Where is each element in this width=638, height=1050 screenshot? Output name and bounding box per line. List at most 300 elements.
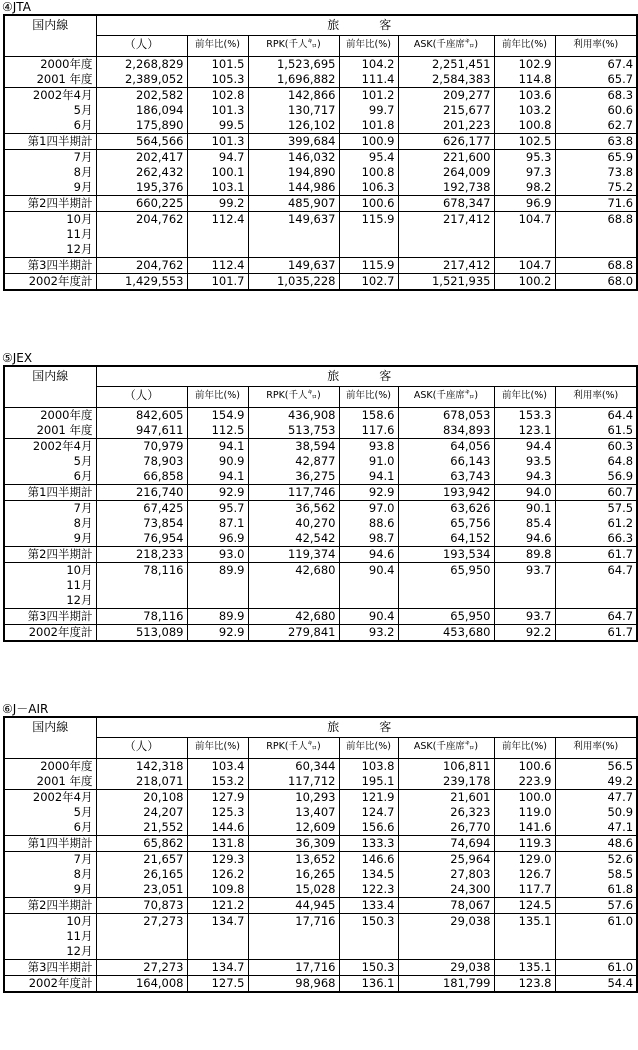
value-cell: 193,942 (398, 485, 494, 501)
value-cell: 149,637 (248, 258, 339, 274)
value-cell: 42,542 (248, 531, 339, 547)
value-cell: 103.8 (339, 759, 398, 775)
value-cell: 104.7 (494, 258, 555, 274)
value-cell: 149,637 (248, 212, 339, 228)
value-cell: 93.5 (494, 454, 555, 469)
value-cell: 61.7 (555, 625, 637, 642)
value-cell (494, 593, 555, 609)
row-label: 第3四半期計 (4, 960, 96, 976)
value-cell: 36,309 (248, 836, 339, 852)
value-cell (248, 929, 339, 944)
value-cell: 26,323 (398, 805, 494, 820)
row-label: 第3四半期計 (4, 258, 96, 274)
value-cell: 842,605 (96, 408, 187, 424)
row-label: 11月 (4, 578, 96, 593)
value-cell: 67.4 (555, 57, 637, 73)
value-cell: 70,873 (96, 898, 187, 914)
row-label: 2002年4月 (4, 439, 96, 455)
value-cell: 50.9 (555, 805, 637, 820)
value-cell: 485,907 (248, 196, 339, 212)
value-cell: 103.2 (494, 103, 555, 118)
value-cell: 93.0 (187, 547, 248, 563)
value-cell: 100.9 (339, 134, 398, 150)
value-cell (555, 929, 637, 944)
value-cell: 100.8 (339, 165, 398, 180)
value-cell: 73.8 (555, 165, 637, 180)
value-cell (555, 944, 637, 960)
value-cell (248, 578, 339, 593)
header-row-1 (4, 15, 637, 36)
value-cell: 215,677 (398, 103, 494, 118)
value-cell: 71.6 (555, 196, 637, 212)
load-factor-header: 利用率(%) (555, 387, 637, 408)
value-cell: 74,694 (398, 836, 494, 852)
value-cell: 95.4 (339, 150, 398, 166)
value-cell: 57.6 (555, 898, 637, 914)
table-row (4, 625, 637, 642)
row-label: 2000年度 (4, 408, 96, 424)
value-cell: 100.8 (494, 118, 555, 134)
value-cell: 94.1 (339, 469, 398, 485)
table-row (4, 439, 637, 455)
value-cell: 131.8 (187, 836, 248, 852)
value-cell: 436,908 (248, 408, 339, 424)
table-row (4, 57, 637, 73)
value-cell (398, 593, 494, 609)
value-cell: 90.4 (339, 609, 398, 625)
rpk-header: RPK(千人㌔) (248, 387, 339, 408)
value-cell: 94.3 (494, 469, 555, 485)
value-cell: 96.9 (494, 196, 555, 212)
value-cell: 92.9 (187, 625, 248, 642)
value-cell: 15,028 (248, 882, 339, 898)
value-cell: 94.7 (187, 150, 248, 166)
value-cell: 85.4 (494, 516, 555, 531)
row-label: 2001 年度 (4, 423, 96, 439)
value-cell (187, 242, 248, 258)
row-label: 第1四半期計 (4, 836, 96, 852)
row-label: 2001 年度 (4, 774, 96, 790)
value-cell: 99.2 (187, 196, 248, 212)
value-cell: 104.7 (494, 212, 555, 228)
table-row (4, 180, 637, 196)
value-cell: 65,756 (398, 516, 494, 531)
value-cell: 223.9 (494, 774, 555, 790)
value-cell: 27,273 (96, 960, 187, 976)
rpk-header: RPK(千人㌔) (248, 738, 339, 759)
table-row (4, 72, 637, 88)
table-row (4, 774, 637, 790)
value-cell: 133.4 (339, 898, 398, 914)
value-cell: 40,270 (248, 516, 339, 531)
value-cell: 94.0 (494, 485, 555, 501)
value-cell: 129.3 (187, 852, 248, 868)
value-cell: 126,102 (248, 118, 339, 134)
row-label: 第1四半期計 (4, 485, 96, 501)
value-cell: 65,862 (96, 836, 187, 852)
table-row (4, 563, 637, 579)
value-cell (339, 227, 398, 242)
value-cell: 68.8 (555, 212, 637, 228)
value-cell: 56.5 (555, 759, 637, 775)
row-label: 11月 (4, 929, 96, 944)
value-cell: 202,582 (96, 88, 187, 104)
value-cell: 100.0 (494, 790, 555, 806)
value-cell: 61.5 (555, 423, 637, 439)
value-cell: 36,275 (248, 469, 339, 485)
value-cell: 221,600 (398, 150, 494, 166)
table-row (4, 258, 637, 274)
value-cell: 142,318 (96, 759, 187, 775)
table-row (4, 196, 637, 212)
value-cell: 218,071 (96, 774, 187, 790)
value-cell: 105.3 (187, 72, 248, 88)
value-cell: 399,684 (248, 134, 339, 150)
value-cell: 63,626 (398, 501, 494, 517)
row-label: 2002年4月 (4, 790, 96, 806)
row-label: 9月 (4, 180, 96, 196)
table-row (4, 867, 637, 882)
value-cell: 209,277 (398, 88, 494, 104)
value-cell: 24,207 (96, 805, 187, 820)
row-label: 12月 (4, 242, 96, 258)
value-cell (339, 242, 398, 258)
yoy-header: 前年比(%) (339, 738, 398, 759)
value-cell: 2,268,829 (96, 57, 187, 73)
value-cell: 27,273 (96, 914, 187, 930)
value-cell: 17,716 (248, 914, 339, 930)
row-label: 5月 (4, 103, 96, 118)
header-row-2 (4, 738, 637, 759)
value-cell: 98.2 (494, 180, 555, 196)
value-cell: 134.7 (187, 960, 248, 976)
row-label: 2002年度計 (4, 976, 96, 993)
value-cell: 78,116 (96, 609, 187, 625)
value-cell: 94.1 (187, 439, 248, 455)
value-cell (96, 929, 187, 944)
value-cell: 104.2 (339, 57, 398, 73)
value-cell: 218,233 (96, 547, 187, 563)
value-cell (494, 578, 555, 593)
value-cell: 70,979 (96, 439, 187, 455)
value-cell: 23,051 (96, 882, 187, 898)
domestic-header: 国内線 (4, 15, 96, 57)
row-label: 7月 (4, 852, 96, 868)
value-cell: 68.0 (555, 274, 637, 291)
table-row (4, 898, 637, 914)
value-cell: 100.6 (494, 759, 555, 775)
value-cell: 1,523,695 (248, 57, 339, 73)
value-cell (555, 578, 637, 593)
value-cell: 117,746 (248, 485, 339, 501)
section-title: ⑤JEX (2, 351, 33, 365)
value-cell: 204,762 (96, 212, 187, 228)
value-cell: 201,223 (398, 118, 494, 134)
value-cell: 92.9 (187, 485, 248, 501)
value-cell: 63,743 (398, 469, 494, 485)
value-cell: 21,552 (96, 820, 187, 836)
value-cell: 68.8 (555, 258, 637, 274)
value-cell: 65.7 (555, 72, 637, 88)
table-row (4, 274, 637, 291)
value-cell: 25,964 (398, 852, 494, 868)
value-cell: 93.7 (494, 609, 555, 625)
value-cell: 193,534 (398, 547, 494, 563)
value-cell: 68.3 (555, 88, 637, 104)
row-label: 第2四半期計 (4, 898, 96, 914)
value-cell: 216,740 (96, 485, 187, 501)
value-cell: 93.8 (339, 439, 398, 455)
value-cell (555, 593, 637, 609)
value-cell: 44,945 (248, 898, 339, 914)
row-label: 8月 (4, 867, 96, 882)
value-cell (187, 944, 248, 960)
value-cell: 146,032 (248, 150, 339, 166)
value-cell: 102.5 (494, 134, 555, 150)
value-cell: 1,521,935 (398, 274, 494, 291)
value-cell: 262,432 (96, 165, 187, 180)
value-cell: 121.9 (339, 790, 398, 806)
value-cell: 49.2 (555, 774, 637, 790)
value-cell: 29,038 (398, 914, 494, 930)
value-cell: 130,717 (248, 103, 339, 118)
table-row (4, 759, 637, 775)
value-cell: 52.6 (555, 852, 637, 868)
table-row (4, 820, 637, 836)
value-cell (96, 578, 187, 593)
value-cell: 115.9 (339, 258, 398, 274)
value-cell: 61.8 (555, 882, 637, 898)
value-cell: 65,950 (398, 563, 494, 579)
table-row (4, 227, 637, 242)
value-cell: 106.3 (339, 180, 398, 196)
value-cell: 58.5 (555, 867, 637, 882)
value-cell: 88.6 (339, 516, 398, 531)
traffic-table (3, 14, 638, 291)
value-cell: 42,680 (248, 563, 339, 579)
value-cell: 20,108 (96, 790, 187, 806)
value-cell: 94.1 (187, 469, 248, 485)
value-cell: 114.8 (494, 72, 555, 88)
row-label: 11月 (4, 227, 96, 242)
value-cell (96, 242, 187, 258)
value-cell: 96.9 (187, 531, 248, 547)
value-cell: 111.4 (339, 72, 398, 88)
table-row (4, 454, 637, 469)
value-cell: 60.3 (555, 439, 637, 455)
row-label: 9月 (4, 882, 96, 898)
value-cell: 13,652 (248, 852, 339, 868)
value-cell: 279,841 (248, 625, 339, 642)
table-row (4, 593, 637, 609)
value-cell (555, 227, 637, 242)
value-cell: 156.6 (339, 820, 398, 836)
value-cell: 13,407 (248, 805, 339, 820)
table-row (4, 242, 637, 258)
value-cell: 47.1 (555, 820, 637, 836)
value-cell: 89.9 (187, 563, 248, 579)
value-cell: 264,009 (398, 165, 494, 180)
value-cell: 102.9 (494, 57, 555, 73)
value-cell: 834,893 (398, 423, 494, 439)
value-cell: 103.6 (494, 88, 555, 104)
value-cell (555, 242, 637, 258)
value-cell: 112.5 (187, 423, 248, 439)
value-cell: 2,584,383 (398, 72, 494, 88)
value-cell (398, 929, 494, 944)
row-label: 7月 (4, 501, 96, 517)
value-cell: 61.7 (555, 547, 637, 563)
load-factor-header: 利用率(%) (555, 36, 637, 57)
value-cell: 136.1 (339, 976, 398, 993)
domestic-header: 国内線 (4, 717, 96, 759)
table-row (4, 516, 637, 531)
value-cell (339, 929, 398, 944)
value-cell: 146.6 (339, 852, 398, 868)
persons-header: （人） (96, 738, 187, 759)
value-cell: 93.2 (339, 625, 398, 642)
value-cell: 99.5 (187, 118, 248, 134)
value-cell: 123.8 (494, 976, 555, 993)
value-cell: 134.7 (187, 914, 248, 930)
value-cell: 42,680 (248, 609, 339, 625)
value-cell (494, 242, 555, 258)
value-cell: 87.1 (187, 516, 248, 531)
value-cell: 36,562 (248, 501, 339, 517)
table-row (4, 790, 637, 806)
value-cell: 100.6 (339, 196, 398, 212)
value-cell: 90.1 (494, 501, 555, 517)
value-cell: 117.6 (339, 423, 398, 439)
ask-header: ASK(千座席㌔) (398, 387, 494, 408)
value-cell: 135.1 (494, 960, 555, 976)
value-cell: 64.8 (555, 454, 637, 469)
value-cell: 204,762 (96, 258, 187, 274)
value-cell: 154.9 (187, 408, 248, 424)
value-cell: 103.1 (187, 180, 248, 196)
value-cell: 92.9 (339, 485, 398, 501)
value-cell: 513,089 (96, 625, 187, 642)
value-cell: 64,152 (398, 531, 494, 547)
row-label: 10月 (4, 212, 96, 228)
value-cell: 42,877 (248, 454, 339, 469)
table-row (4, 134, 637, 150)
passenger-header: 旅 客 (96, 717, 637, 738)
value-cell: 66.3 (555, 531, 637, 547)
value-cell: 106,811 (398, 759, 494, 775)
value-cell: 76,954 (96, 531, 187, 547)
value-cell: 100.1 (187, 165, 248, 180)
value-cell: 101.3 (187, 134, 248, 150)
value-cell: 75.2 (555, 180, 637, 196)
yoy-header: 前年比(%) (187, 36, 248, 57)
table-row (4, 914, 637, 930)
value-cell: 192,738 (398, 180, 494, 196)
table-row (4, 836, 637, 852)
value-cell: 17,716 (248, 960, 339, 976)
value-cell: 64.7 (555, 609, 637, 625)
value-cell (187, 227, 248, 242)
row-label: 6月 (4, 469, 96, 485)
value-cell: 12,609 (248, 820, 339, 836)
row-label: 12月 (4, 944, 96, 960)
yoy-header: 前年比(%) (339, 36, 398, 57)
value-cell: 134.5 (339, 867, 398, 882)
traffic-table (3, 716, 638, 993)
value-cell: 97.3 (494, 165, 555, 180)
value-cell: 66,858 (96, 469, 187, 485)
value-cell: 142,866 (248, 88, 339, 104)
value-cell: 202,417 (96, 150, 187, 166)
header-row-2 (4, 36, 637, 57)
value-cell: 92.2 (494, 625, 555, 642)
value-cell: 513,753 (248, 423, 339, 439)
persons-header: （人） (96, 36, 187, 57)
value-cell: 135.1 (494, 914, 555, 930)
value-cell: 158.6 (339, 408, 398, 424)
value-cell: 64.4 (555, 408, 637, 424)
table-row (4, 469, 637, 485)
value-cell (339, 593, 398, 609)
value-cell (494, 944, 555, 960)
value-cell: 141.6 (494, 820, 555, 836)
table-row (4, 609, 637, 625)
value-cell: 112.4 (187, 212, 248, 228)
value-cell (248, 593, 339, 609)
table-row (4, 408, 637, 424)
value-cell (96, 944, 187, 960)
domestic-header: 国内線 (4, 366, 96, 408)
value-cell: 115.9 (339, 212, 398, 228)
value-cell: 66,143 (398, 454, 494, 469)
row-label: 5月 (4, 454, 96, 469)
value-cell: 65,950 (398, 609, 494, 625)
row-label: 8月 (4, 165, 96, 180)
yoy-header: 前年比(%) (187, 738, 248, 759)
value-cell: 78,903 (96, 454, 187, 469)
yoy-header: 前年比(%) (187, 387, 248, 408)
value-cell: 626,177 (398, 134, 494, 150)
row-label: 2001 年度 (4, 72, 96, 88)
section-title: ⑥J－AIR (2, 702, 49, 716)
value-cell: 16,265 (248, 867, 339, 882)
value-cell: 93.7 (494, 563, 555, 579)
value-cell: 153.3 (494, 408, 555, 424)
value-cell: 564,566 (96, 134, 187, 150)
value-cell: 119.0 (494, 805, 555, 820)
value-cell: 453,680 (398, 625, 494, 642)
value-cell: 121.2 (187, 898, 248, 914)
value-cell: 101.2 (339, 88, 398, 104)
value-cell (339, 578, 398, 593)
value-cell: 98.7 (339, 531, 398, 547)
value-cell: 89.8 (494, 547, 555, 563)
table-row (4, 531, 637, 547)
row-label: 2000年度 (4, 759, 96, 775)
value-cell: 124.5 (494, 898, 555, 914)
table-row (4, 929, 637, 944)
value-cell: 24,300 (398, 882, 494, 898)
row-label: 第3四半期計 (4, 609, 96, 625)
value-cell: 78,067 (398, 898, 494, 914)
value-cell: 60.6 (555, 103, 637, 118)
value-cell: 61.0 (555, 960, 637, 976)
row-label: 6月 (4, 820, 96, 836)
table-row (4, 485, 637, 501)
value-cell: 60,344 (248, 759, 339, 775)
value-cell (187, 929, 248, 944)
value-cell (398, 242, 494, 258)
